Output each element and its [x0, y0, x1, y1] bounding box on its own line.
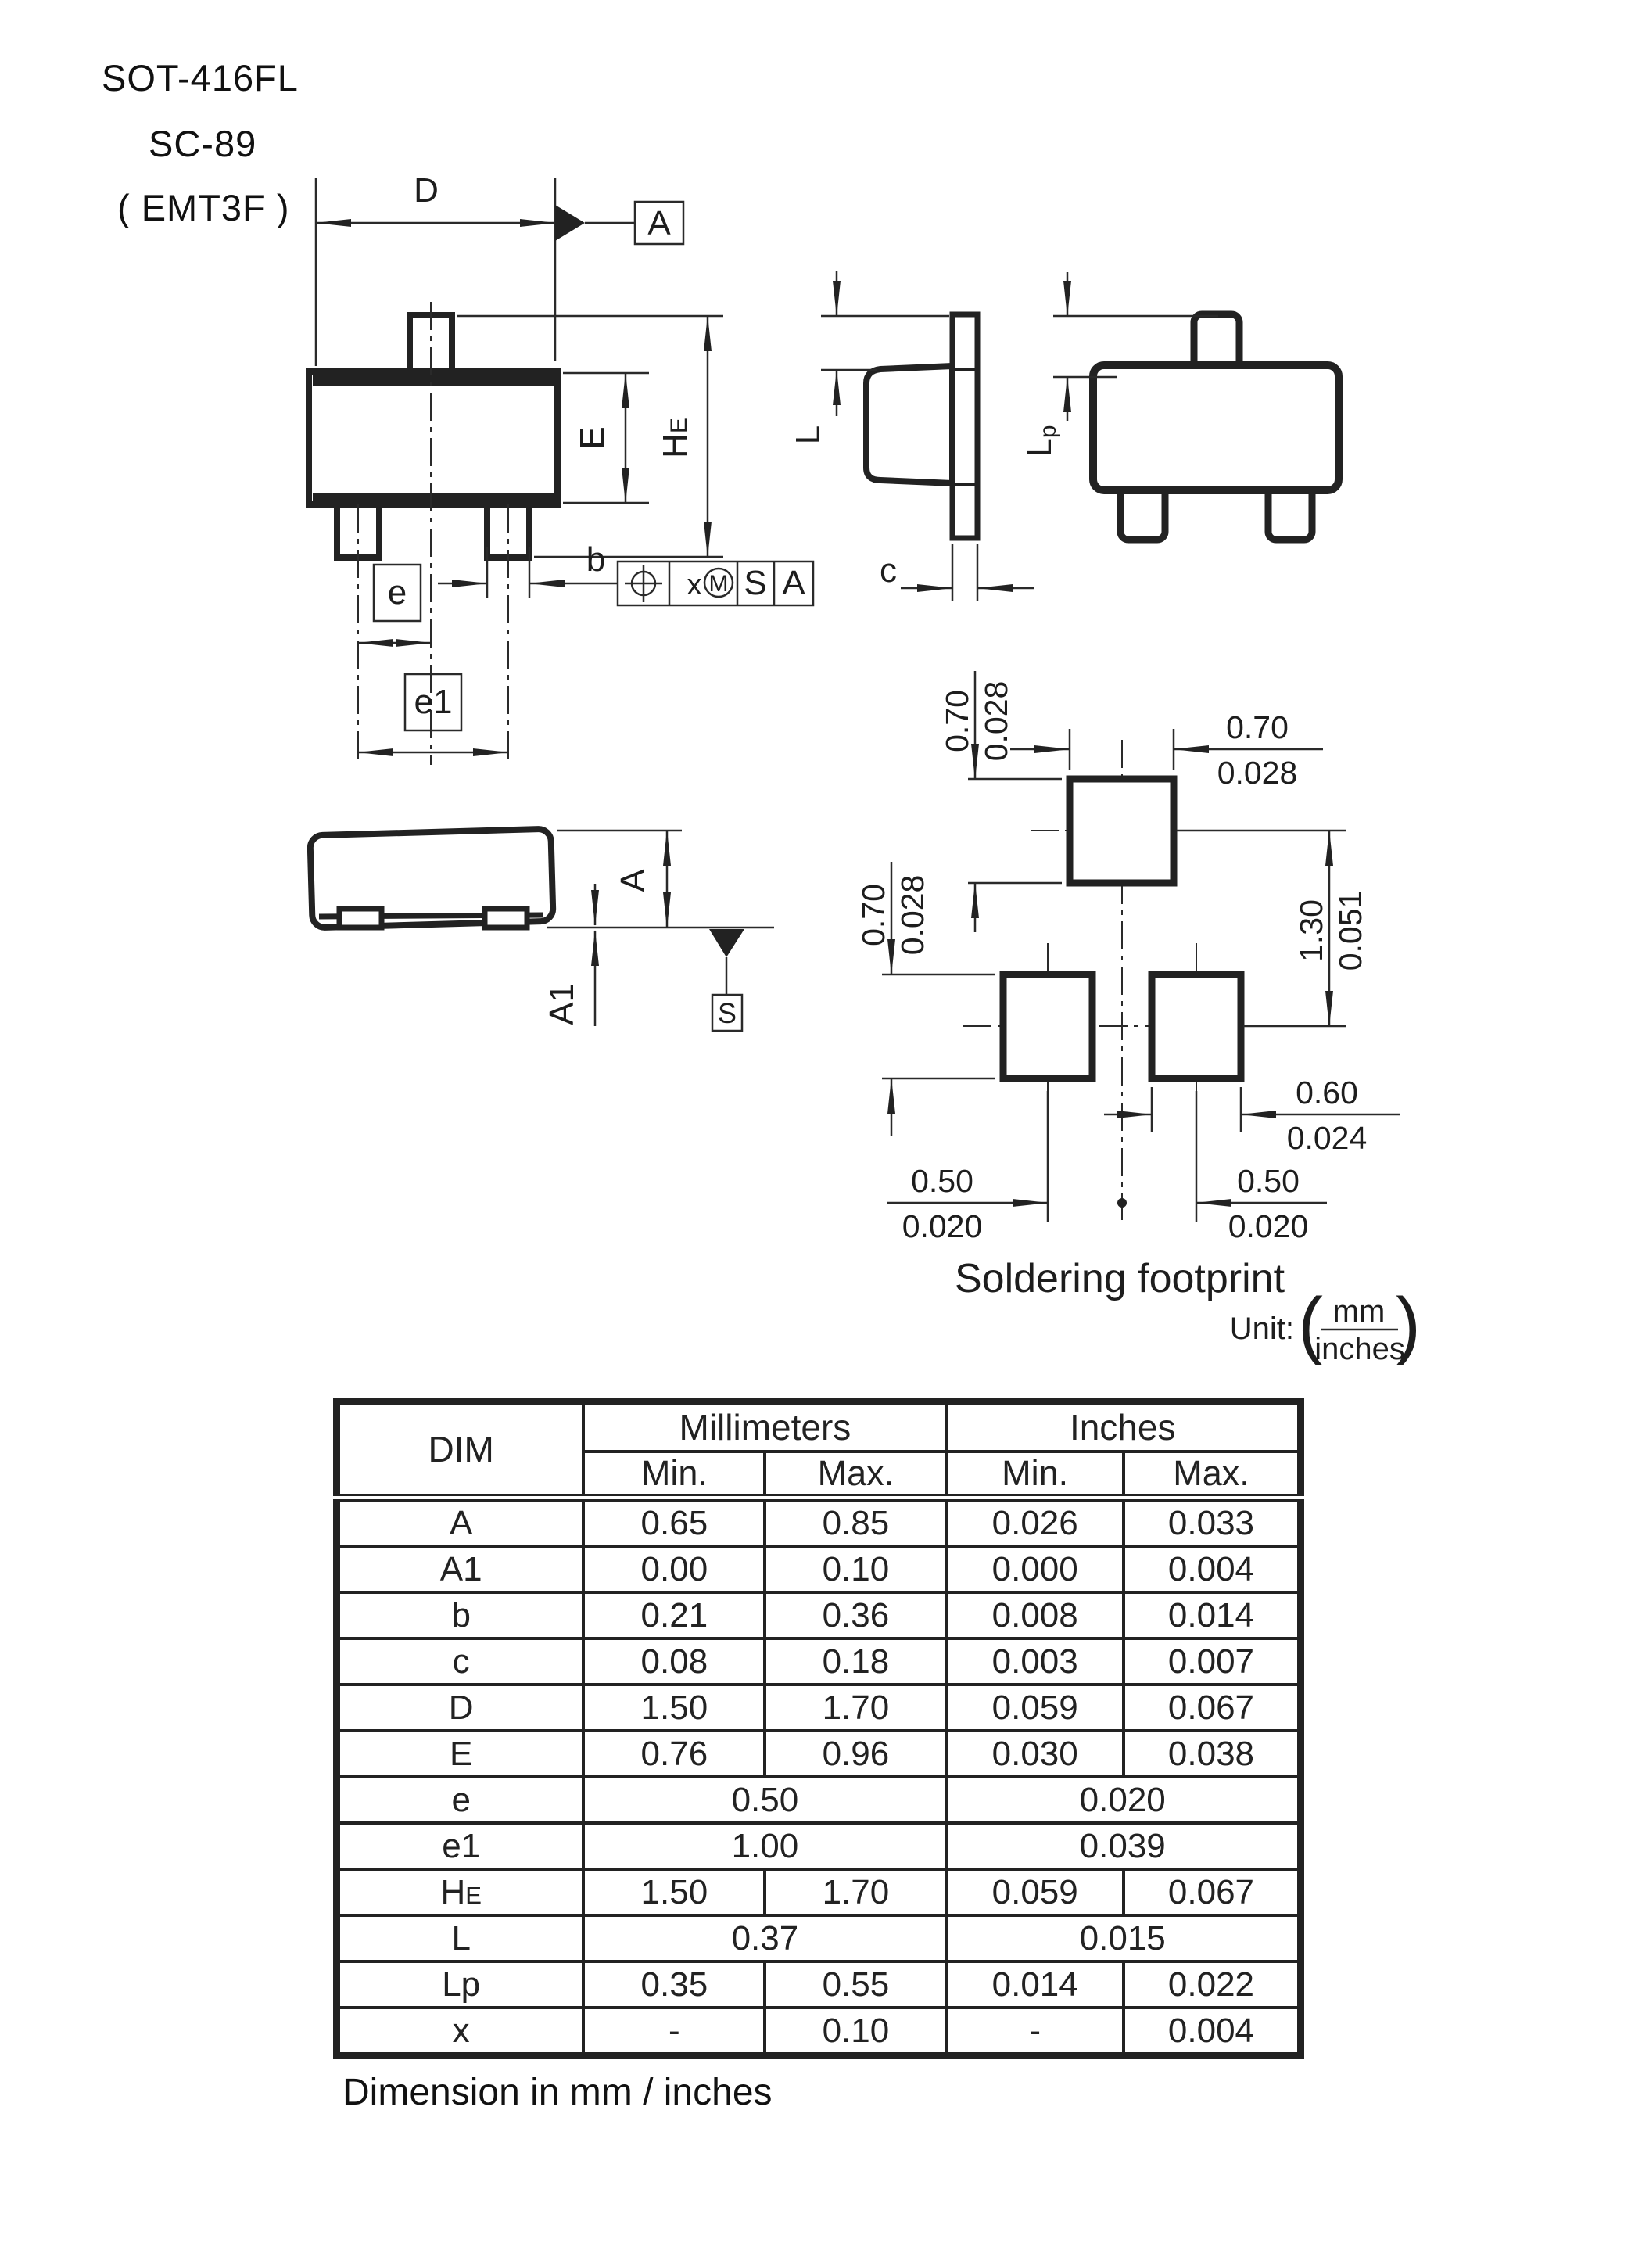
in-min-value: 0.014 [946, 1961, 1124, 2008]
mm-min-value: - [583, 2008, 765, 2056]
package-alt-name: SC-89 [149, 123, 257, 164]
in-min-value: 0.026 [946, 1498, 1124, 1546]
mm-min-header: Min. [583, 1452, 765, 1498]
front-body-top-band [313, 374, 554, 386]
b-dim-label: b [586, 540, 606, 579]
fp-offl-mm: 0.50 [911, 1163, 973, 1199]
fp-pitchv-in: 0.051 [1332, 890, 1368, 971]
in-min-value: 0.030 [946, 1731, 1124, 1777]
row-dim-main: e [451, 1780, 471, 1819]
fp-toph-in: 0.028 [978, 680, 1014, 762]
table-row [337, 1546, 1301, 1592]
datum-a-triangle [555, 205, 585, 241]
in-max-value: 0.038 [1124, 1731, 1301, 1777]
mm-min-value: 0.65 [583, 1498, 765, 1546]
row-dim-main: H [440, 1872, 466, 1911]
dim-table-body [337, 1498, 1301, 2056]
table-row [337, 1498, 1301, 1546]
row-dim-label [337, 1823, 584, 1869]
mm-max-value: 0.55 [765, 1961, 946, 2008]
in-min-value: 0.059 [946, 1869, 1124, 1915]
dim-column-header: DIM [337, 1401, 584, 1498]
row-dim-label [337, 1498, 584, 1546]
front-body-bottom-band [313, 493, 554, 502]
package-name: SOT-416FL [102, 57, 299, 99]
footer-note: Dimension in mm / inches [342, 2072, 773, 2113]
row-dim-label [337, 1685, 584, 1731]
in-max-value: 0.014 [1124, 1592, 1301, 1638]
table-row [337, 1592, 1301, 1638]
row-dim-main: b [451, 1595, 471, 1635]
in-max-value: 0.004 [1124, 1546, 1301, 1592]
in-max-value: 0.067 [1124, 1685, 1301, 1731]
feature-control-frame [618, 562, 813, 605]
fcf-a-label: A [782, 564, 805, 602]
in-min-value: - [946, 2008, 1124, 2056]
mm-value: 0.50 [583, 1777, 946, 1823]
mm-value: 1.00 [583, 1823, 946, 1869]
side-lead-plate [952, 314, 977, 538]
table-row [337, 1685, 1301, 1731]
lp-dim-label: Lp [1020, 425, 1061, 458]
datum-a-label: A [647, 204, 671, 242]
row-dim-label [337, 1915, 584, 1961]
row-dim-main: D [448, 1688, 474, 1727]
row-dim-sub: E [465, 1881, 482, 1909]
row-dim-label [337, 1961, 584, 2008]
in-max-value: 0.067 [1124, 1869, 1301, 1915]
mm-value: 0.37 [583, 1915, 946, 1961]
fcf-s-label: S [744, 564, 767, 602]
in-max-header: Max. [1124, 1452, 1301, 1498]
footprint-caption: Soldering footprint [954, 1256, 1285, 1301]
in-min-header: Min. [946, 1452, 1124, 1498]
mm-min-value: 0.21 [583, 1592, 765, 1638]
mm-max-value: 0.96 [765, 1731, 946, 1777]
in-min-value: 0.008 [946, 1592, 1124, 1638]
in-max-value: 0.022 [1124, 1961, 1301, 2008]
d-dim-label: D [414, 171, 439, 210]
mm-min-value: 0.00 [583, 1546, 765, 1592]
table-row [337, 1915, 1301, 1961]
side-body [866, 366, 952, 483]
row-dim-main: E [450, 1734, 473, 1773]
mm-max-header: Max. [765, 1452, 946, 1498]
inches-group-header: Inches [946, 1401, 1300, 1452]
in-max-value: 0.007 [1124, 1638, 1301, 1685]
mm-min-value: 1.50 [583, 1869, 765, 1915]
table-row [337, 2008, 1301, 2056]
row-dim-label [337, 1546, 584, 1592]
unit-numerator: mm [1332, 1294, 1386, 1329]
table-row [337, 1961, 1301, 2008]
seating-foot-right [485, 909, 527, 928]
c-dim-label: c [880, 551, 897, 590]
mm-max-value: 1.70 [765, 1869, 946, 1915]
soldering-footprint [855, 671, 1421, 1366]
mm-min-value: 0.35 [583, 1961, 765, 2008]
row-dim-label [337, 1869, 584, 1915]
in-value: 0.015 [946, 1915, 1300, 1961]
fp-center-dot [1117, 1198, 1127, 1208]
position-tolerance-icon [625, 565, 662, 602]
a-dim-label: A [614, 869, 652, 892]
a1-dim-label: A1 [543, 983, 581, 1025]
table-row [337, 1869, 1301, 1915]
row-dim-main: A [450, 1503, 473, 1542]
row-dim-main: L [451, 1918, 471, 1958]
fp-both-in: 0.028 [894, 874, 930, 956]
row-dim-label [337, 1638, 584, 1685]
fp-toph-mm: 0.70 [939, 690, 975, 752]
table-row [337, 1823, 1301, 1869]
fp-botw-mm: 0.60 [1296, 1075, 1358, 1111]
row-dim-label [337, 1777, 584, 1823]
side-view [789, 271, 1034, 601]
row-dim-main: Lp [442, 1965, 481, 2004]
pitch-e-label: e [387, 573, 407, 612]
front-view [309, 171, 813, 765]
mm-max-value: 0.36 [765, 1592, 946, 1638]
fp-offr-in: 0.020 [1228, 1208, 1309, 1244]
mm-max-value: 0.10 [765, 1546, 946, 1592]
in-min-value: 0.059 [946, 1685, 1124, 1731]
unit-paren-left: ( [1298, 1283, 1323, 1366]
in-min-value: 0.000 [946, 1546, 1124, 1592]
back-body [1093, 365, 1339, 490]
back-view [1020, 272, 1339, 540]
mm-max-value: 0.85 [765, 1498, 946, 1546]
datum-s-label: S [717, 997, 737, 1029]
table-row [337, 1777, 1301, 1823]
unit-denominator: inches [1314, 1332, 1405, 1366]
in-value: 0.020 [946, 1777, 1300, 1823]
fp-both-mm: 0.70 [855, 884, 891, 946]
unit-paren-right: ) [1396, 1283, 1421, 1366]
millimeters-group-header: Millimeters [583, 1401, 946, 1452]
e-dim-label: E [573, 426, 611, 450]
mm-min-value: 0.08 [583, 1638, 765, 1685]
fcf-m-label: M [708, 571, 729, 597]
in-min-value: 0.003 [946, 1638, 1124, 1685]
front-body [309, 371, 557, 504]
row-dim-label [337, 2008, 584, 2056]
row-dim-main: x [452, 2011, 470, 2050]
unit-label: Unit: [1229, 1312, 1294, 1346]
fp-botw-in: 0.024 [1286, 1120, 1368, 1156]
mm-min-value: 1.50 [583, 1685, 765, 1731]
fp-bottom-pad-right [1152, 974, 1241, 1078]
fp-topw-in: 0.028 [1217, 755, 1298, 791]
row-dim-label [337, 1731, 584, 1777]
row-dim-label [337, 1592, 584, 1638]
mm-max-value: 1.70 [765, 1685, 946, 1731]
datum-s-triangle [709, 929, 744, 957]
in-max-value: 0.004 [1124, 2008, 1301, 2056]
row-dim-main: c [452, 1642, 470, 1681]
row-dim-main: A1 [439, 1549, 482, 1588]
l-dim-label: L [789, 425, 827, 445]
dimension-table [333, 1398, 1304, 2059]
fp-offr-mm: 0.50 [1237, 1163, 1300, 1199]
pitch-e1-label: e1 [414, 683, 453, 721]
row-dim-main: e1 [442, 1826, 481, 1865]
fcf-x-label: x [687, 569, 702, 601]
fp-topw-mm: 0.70 [1226, 709, 1289, 745]
seating-foot-left [339, 909, 382, 928]
in-value: 0.039 [946, 1823, 1300, 1869]
package-code: ( EMT3F ) [117, 187, 290, 228]
he-dim-label: HE [656, 418, 694, 458]
table-row [337, 1731, 1301, 1777]
fp-bottom-pad-left [1003, 974, 1092, 1078]
in-max-value: 0.033 [1124, 1498, 1301, 1546]
seating-view [310, 829, 774, 1031]
mm-max-value: 0.18 [765, 1638, 946, 1685]
mm-min-value: 0.76 [583, 1731, 765, 1777]
table-row [337, 1638, 1301, 1685]
fp-pitchv-mm: 1.30 [1293, 899, 1329, 962]
fp-top-pad [1070, 779, 1174, 883]
fp-offl-in: 0.020 [902, 1208, 983, 1244]
mm-max-value: 0.10 [765, 2008, 946, 2056]
